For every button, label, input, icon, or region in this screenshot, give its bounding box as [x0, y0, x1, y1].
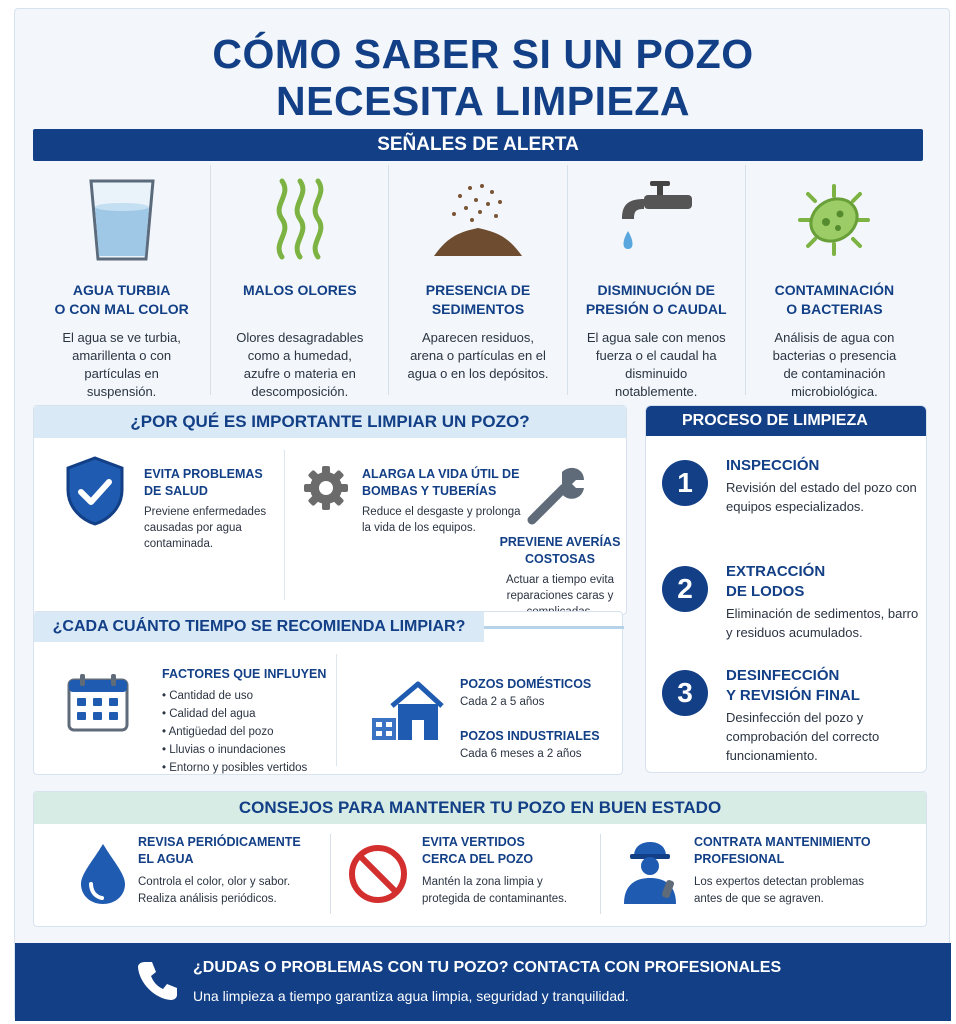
wrench-icon — [524, 462, 588, 526]
footer-banner — [15, 943, 951, 1021]
signal-text: El agua sale con menos fuerza o el caudal ha disminuido notablemente. — [586, 330, 726, 399]
divider — [284, 450, 285, 600]
step-title: EXTRACCIÓN DE LODOS — [726, 563, 826, 600]
list-item: • Entorno y posibles vertidos — [162, 759, 326, 777]
signals-row — [33, 165, 923, 399]
signal-bad-odors — [211, 165, 389, 399]
industrial-block — [460, 728, 600, 760]
why-item-title: ALARGA LA VIDA ÚTIL DE BOMBAS Y TUBERÍAS — [362, 467, 520, 498]
divider — [484, 626, 624, 629]
why-item-lifespan — [362, 466, 522, 536]
tip-text: Mantén la zona limpia y protegida de contaminantes. — [422, 876, 568, 905]
tip-title: EVITA VERTIDOS CERCA DEL POZO — [422, 835, 534, 866]
factors-list — [162, 687, 326, 777]
step-number: 3 — [662, 670, 708, 716]
sediment-icon — [430, 180, 526, 260]
frequency-section — [33, 611, 623, 775]
house-icon — [370, 676, 444, 742]
why-header: ¿POR QUÉ ES IMPORTANTE LIMPIAR UN POZO? — [34, 406, 626, 438]
industrial-title: POZOS INDUSTRIALES — [460, 729, 600, 743]
why-item-title: EVITA PROBLEMAS DE SALUD — [144, 467, 263, 498]
tip-check-water — [138, 834, 338, 920]
bacteria-icon — [794, 180, 874, 260]
list-item: • Calidad del agua — [162, 705, 326, 723]
step-text: Eliminación de sedimentos, barro y residuos acumulados. — [726, 606, 919, 640]
technician-icon — [620, 840, 680, 906]
tip-professional — [694, 834, 914, 920]
tip-title: REVISA PERIÓDICAMENTE EL AGUA — [138, 835, 301, 866]
alert-header: SEÑALES DE ALERTA — [33, 129, 923, 161]
process-step-1 — [662, 456, 922, 516]
footer-text: Una limpieza a tiempo garantiza agua limpia, seguridad y tranquilidad. — [193, 988, 629, 1004]
water-drop-icon — [78, 842, 128, 906]
industrial-text: Cada 6 meses a 2 años — [460, 748, 582, 760]
signal-text: Análisis de agua con bacterias o presencia de contaminación microbiológica. — [772, 330, 897, 399]
process-header: PROCESO DE LIMPIEZA — [646, 406, 926, 436]
signal-turbid-water — [33, 165, 211, 399]
signal-text: Olores desagradables como a humedad, azufre o materia en descomposición. — [236, 330, 364, 399]
signal-title: DISMINUCIÓN DE PRESIÓN O CAUDAL — [585, 282, 727, 317]
signal-title: CONTAMINACIÓN O BACTERIAS — [774, 282, 895, 317]
signal-title: MALOS OLORES — [243, 282, 357, 298]
glass-icon — [87, 177, 157, 263]
phone-icon[interactable] — [137, 959, 179, 1001]
faucet-icon — [616, 177, 696, 263]
gear-icon — [302, 464, 350, 512]
why-item-text: Previene enfermedades causadas por agua contaminada. — [144, 506, 267, 550]
frequency-header: ¿CADA CUÁNTO TIEMPO SE RECOMIENDA LIMPIAR? — [34, 612, 484, 642]
signal-bacteria — [746, 165, 923, 399]
tip-text: Los expertos detectan problemas antes de que se agraven. — [694, 876, 865, 905]
domestic-text: Cada 2 a 5 años — [460, 696, 545, 708]
why-item-text: Actuar a tiempo evita reparaciones caras y — [505, 574, 615, 602]
signal-text: Aparecen residuos, arena o partículas en el agua o en los depósitos. — [407, 330, 549, 381]
page-title: CÓMO SABER SI UN POZO NECESITA LIMPIEZA — [212, 31, 754, 124]
factors-title: FACTORES QUE INFLUYEN — [162, 667, 327, 681]
tips-header: CONSEJOS PARA MANTENER TU POZO EN BUEN ESTADO — [34, 792, 926, 824]
list-item: • Antigüedad del pozo — [162, 723, 326, 741]
tip-title: CONTRATA MANTENIMIENTO PROFESIONAL — [694, 835, 871, 866]
step-text: Revisión del estado del pozo con equipos especializados. — [726, 480, 917, 514]
step-number: 1 — [662, 460, 708, 506]
signal-title: PRESENCIA DE SEDIMENTOS — [425, 282, 531, 317]
tip-text: Controla el color, olor y sabor. Realiza análisis periódicos. — [138, 876, 291, 905]
list-item: • Cantidad de uso — [162, 687, 326, 705]
factors-block — [162, 666, 326, 777]
list-item: • Lluvias o inundaciones — [162, 741, 326, 759]
domestic-block — [460, 676, 591, 708]
odor-icon — [270, 177, 330, 263]
infographic — [14, 8, 950, 1020]
process-step-3 — [662, 666, 922, 765]
process-step-2 — [662, 562, 922, 642]
process-section — [645, 405, 927, 773]
signal-text: El agua se ve turbia, amarillenta o con partículas en suspensión. — [62, 330, 181, 399]
step-title: DESINFECCIÓN Y REVISIÓN FINAL — [726, 667, 860, 704]
shield-check-icon — [64, 456, 126, 526]
why-item-failures — [496, 534, 624, 620]
why-item-health — [144, 466, 294, 552]
tips-section — [33, 791, 927, 927]
domestic-title: POZOS DOMÉSTICOS — [460, 677, 592, 691]
signal-low-pressure — [568, 165, 746, 399]
footer-title: ¿DUDAS O PROBLEMAS CON TU POZO? CONTACTA CON PROFESIONALES — [193, 959, 782, 976]
step-title: INSPECCIÓN — [726, 457, 820, 474]
signal-sediments — [389, 165, 567, 395]
divider — [600, 834, 601, 914]
tip-avoid-spills — [422, 834, 612, 920]
signal-title: AGUA TURBIA O CON MAL COLOR — [54, 282, 189, 317]
why-item-title: PREVIENE AVERÍAS COSTOSAS — [499, 535, 621, 566]
calendar-icon — [66, 672, 130, 734]
why-item-text: Reduce el desgaste y prolonga la vida de los equipos. — [362, 506, 521, 534]
step-text: Desinfección del pozo y comprobación del correcto funcionamiento. — [726, 710, 880, 763]
why-section — [33, 405, 627, 615]
prohibited-icon — [348, 844, 408, 904]
divider — [330, 834, 331, 914]
divider — [336, 654, 337, 766]
step-number: 2 — [662, 566, 708, 612]
